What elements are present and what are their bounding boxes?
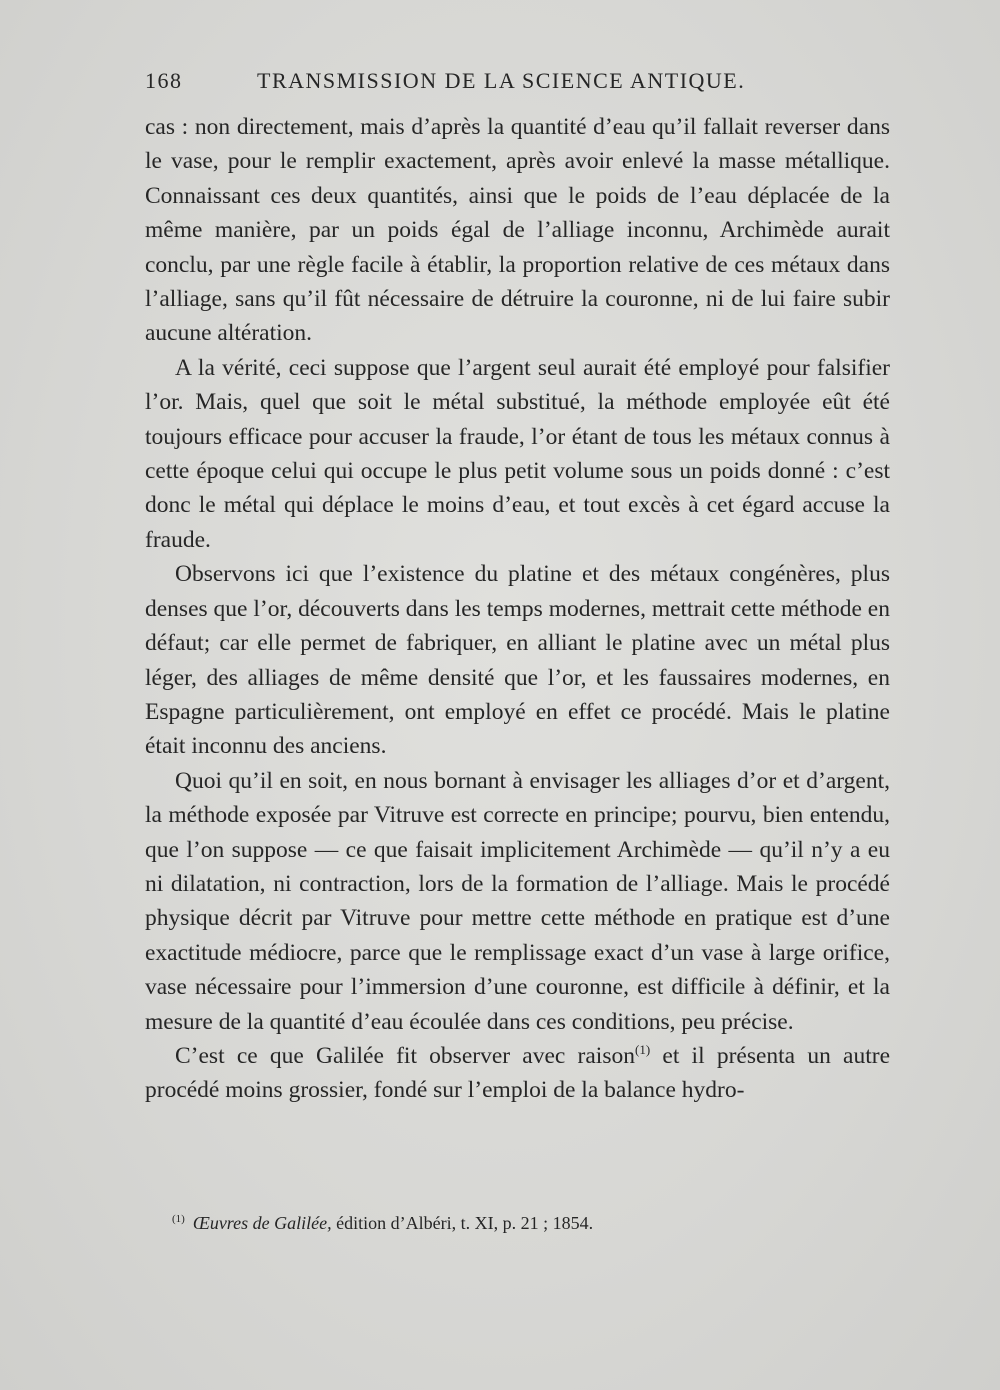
paragraph: Quoi qu’il en soit, en nous bornant à envisager les alliages d’or et d’argent, la méthode exposée par Vitruve est correcte en principe; pourvu, bien entendu, que l’on suppose — ce que faisait implicitement Archimède — qu’il n’y a eu ni dilatation, ni contraction, lors de la formation de l’alliage. Mais le procédé physique décrit par Vitruve pour mettre cette méthode en pratique est d’une exactitude médiocre, parce que le remplissage exact d’un vase à large orifice, vase nécessaire pour l’immersion d’une couronne, est difficile à définir, et la mesure de la quantité d’eau écoulée dans ces conditions, peu précise.	[145, 767, 890, 1035]
paragraph: Observons ici que l’existence du platine et des métaux congénères, plus denses que l’or, découverts dans les temps modernes, mettrait cette méthode en défaut; car elle permet de fabriquer, en alliant le platine avec un métal plus léger, des alliages de même densité que l’or, et les faussaires modernes, en Espagne particulièrement, ont employé en effet ce procédé. Mais le platine était inconnu des anciens.	[145, 561, 890, 760]
paragraph-continuation: cas : non directement, mais d’après la quantité d’eau qu’il fallait reverser dans le vase, pour le remplir exactement, après avoir enlevé la masse métallique. Connaissant ces deux quantités, ainsi que le poids de l’eau déplacée de la même manière, par un poids égal de l’alliage inconnu, Archimède aurait conclu, par une règle facile à établir, la proportion relative de ces métaux dans l’alliage, sans qu’il fût nécessaire de détruire la couronne, ni de lui faire subir aucune altération.	[145, 114, 890, 347]
running-title: TRANSMISSION DE LA SCIENCE ANTIQUE.	[257, 68, 746, 93]
footnote-text: édition d’Albéri, t. XI, p. 21 ; 1854.	[331, 1213, 594, 1233]
paragraph-text-start: C’est ce que Galilée fit observer avec raison	[175, 1042, 635, 1069]
footnote	[172, 1207, 892, 1235]
paragraph-text-end: et il présenta un autre procédé moins grossier, fondé sur l’emploi de la balance hydro-	[145, 1042, 891, 1104]
footnote-mark: (1)	[172, 1213, 185, 1225]
footnote-cited-work: Œuvres de Galilée,	[192, 1213, 332, 1233]
page-number: 168	[145, 68, 183, 93]
body-text	[145, 110, 890, 1108]
paragraph: A la vérité, ceci suppose que l’argent seul aurait été employé pour falsifier l’or. Mais, quel que soit le métal substitué, la méthode employée eût été toujours efficace pour accuser la fraude, l’or étant de tous les métaux connus à cette époque celui qui occupe le plus petit volume sous un poids donné : c’est donc le métal qui déplace le moins d’eau, et tout excès à cet égard accuse la fraude.	[145, 354, 890, 553]
paragraph-with-footnote-ref	[145, 1039, 890, 1108]
footnote-reference[interactable]: (1)	[635, 1041, 651, 1057]
running-head	[145, 68, 890, 100]
